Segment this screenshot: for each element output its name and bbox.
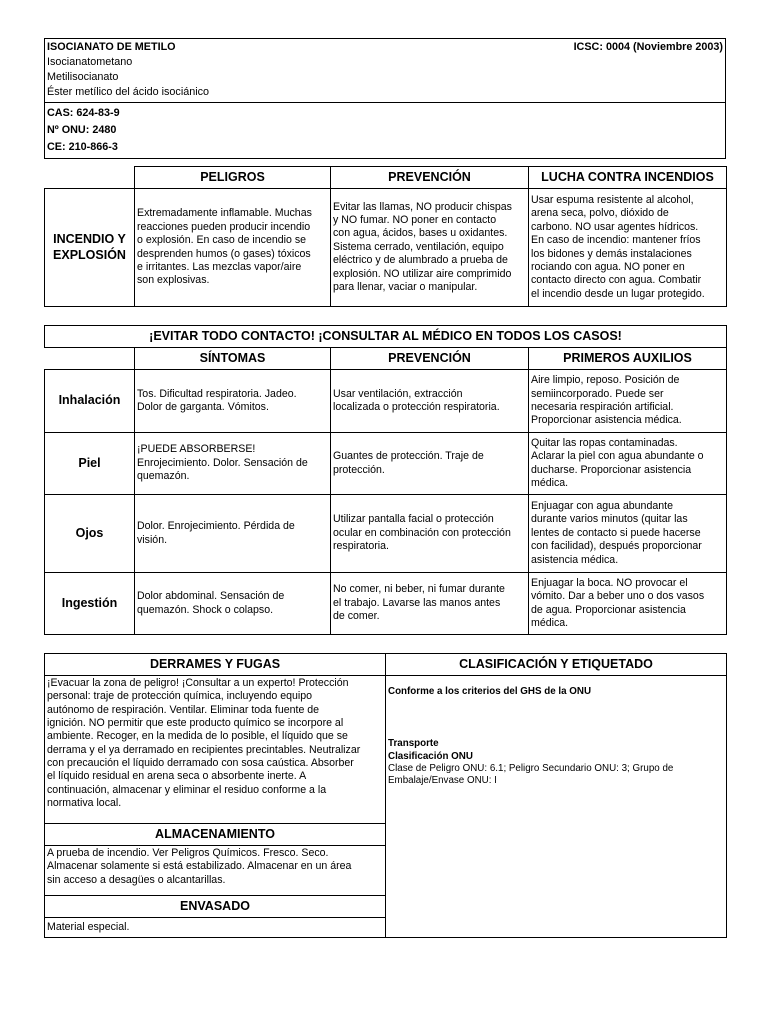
text-line: desprenden humos (o gases) tóxicos xyxy=(137,247,311,260)
text-line: sin acceso a desagües o alcantarillas. xyxy=(47,873,226,886)
text-line: Enjuagar la boca. NO provocar el xyxy=(531,576,688,589)
row-label-line: EXPLOSIÓN xyxy=(53,247,126,262)
text-line: son explosivas. xyxy=(137,274,210,287)
text-line: el líquido residual en arena seca o absorbente inerte. A xyxy=(47,770,307,783)
cas-number: CAS: 624-83-9 xyxy=(47,107,120,119)
firefighting-cell xyxy=(529,189,727,307)
identification-names xyxy=(45,39,725,103)
text-line: de agua. Proporcionar asistencia xyxy=(531,603,686,616)
text-line: Enrojecimiento. Dolor. Sensación de xyxy=(137,456,308,469)
text-line: Quitar las ropas contaminadas. xyxy=(531,436,678,449)
blank-cell xyxy=(45,167,135,189)
synonym: Isocianatometano xyxy=(47,56,133,68)
text-line: ducharse. Proporcionar asistencia xyxy=(531,463,692,476)
prevention-cell xyxy=(331,433,529,495)
text-line: semiincorporado. Puede ser xyxy=(531,387,664,400)
text-line: Extremadamente inflamable. Muchas xyxy=(137,207,312,220)
symptoms-cell xyxy=(135,573,331,635)
spills-classification-table xyxy=(44,653,726,938)
text-line: con precaución el líquido derramado con sosa caústica. Absorber xyxy=(47,757,354,770)
text-line: o explosión. En caso de incendio se xyxy=(137,234,307,247)
text-line: asistencia médica. xyxy=(531,553,619,566)
text-line: Usar ventilación, extracción xyxy=(333,387,463,400)
header-first-aid: PRIMEROS AUXILIOS xyxy=(529,348,727,370)
synonym: Metilisocianato xyxy=(47,71,119,83)
text-line: Aire limpio, reposo. Posición de xyxy=(531,374,680,387)
text-line: normativa local. xyxy=(47,797,122,810)
text-line: quemazón. xyxy=(137,470,190,483)
blank-cell xyxy=(45,348,135,370)
synonym: Éster metílico del ácido isociánico xyxy=(47,86,210,98)
header-classification: CLASIFICACIÓN Y ETIQUETADO xyxy=(386,654,727,676)
header-symptoms: SÍNTOMAS xyxy=(135,348,331,370)
ec-number: CE: 210-866-3 xyxy=(47,141,118,153)
first-aid-cell xyxy=(529,573,727,635)
text-line: ocular en combinación con protección xyxy=(333,526,511,539)
text-line: Enjuagar con agua abundante xyxy=(531,500,673,513)
text-line: médica. xyxy=(531,476,569,489)
route-inhalation: Inhalación xyxy=(45,370,135,433)
text-line: Evitar las llamas, NO producir chispas xyxy=(333,200,512,213)
prevention-cell xyxy=(331,370,529,433)
text-line: respiratoria. xyxy=(333,540,389,553)
text-line: el trabajo. Lavarse las manos antes xyxy=(333,596,501,609)
ghs-statement: Conforme a los criterios del GHS de la ONU xyxy=(388,686,592,697)
route-skin: Piel xyxy=(45,433,135,495)
text-line: eléctrico y de alumbrado a prueba de xyxy=(333,254,508,267)
text-line: Proporcionar asistencia médica. xyxy=(531,414,682,427)
text-line: localizada o protección respiratoria. xyxy=(333,401,500,413)
text-line: reacciones pueden producir incendio xyxy=(137,220,311,233)
text-line: Embalaje/Envase ONU: I xyxy=(388,775,497,787)
text-line: continuación, almacenar y eliminar el residuo conforme a la xyxy=(47,783,327,796)
identification-codes xyxy=(45,103,725,158)
fire-prevention-cell xyxy=(331,189,529,307)
route-eyes: Ojos xyxy=(45,495,135,573)
row-label-line: INCENDIO Y xyxy=(53,231,126,246)
first-aid-cell xyxy=(529,495,727,573)
text-line: A prueba de incendio. Ver Peligros Químicos. Fresco. Seco. xyxy=(47,847,329,859)
text-line: el incendio desde un lugar protegido. xyxy=(531,287,705,300)
text-line: quemazón. Shock o colapso. xyxy=(137,603,274,616)
header-storage: ALMACENAMIENTO xyxy=(45,824,386,846)
text-line: para llenar, vaciar o manipular. xyxy=(333,280,478,293)
un-number: Nº ONU: 2480 xyxy=(47,124,117,136)
fire-hazards-cell xyxy=(135,189,331,307)
text-line: personal: traje de protección química, incluyendo equipo xyxy=(47,690,313,703)
chemical-name: ISOCIANATO DE METILO xyxy=(47,41,176,53)
text-line: Clase de Peligro ONU: 6.1; Peligro Secundario ONU: 3; Grupo de xyxy=(388,763,674,775)
text-line: ¡PUEDE ABSORBERSE! xyxy=(137,443,256,456)
text-line: ambiente. Recoger, en la medida de lo posible, el líquido que se xyxy=(47,730,348,743)
spacer xyxy=(388,698,724,738)
text-line: vómito. Dar a beber uno o dos vasos xyxy=(531,590,705,603)
first-aid-cell xyxy=(529,370,727,433)
exposure-banner: ¡EVITAR TODO CONTACTO! ¡CONSULTAR AL MÉDICO EN TODOS LOS CASOS! xyxy=(45,326,727,348)
fire-table xyxy=(44,166,726,307)
text-line: con agua, ácidos, bases u oxidantes. xyxy=(333,227,508,240)
text-line: con facilidad), después proporcionar xyxy=(531,540,702,553)
text-line: rociando con agua. NO poner en xyxy=(531,260,685,273)
un-classification-heading: Clasificación ONU xyxy=(388,750,473,762)
text-line: En caso de incendio: mantener fríos xyxy=(531,234,701,247)
text-line: de comer. xyxy=(333,610,380,623)
prevention-cell xyxy=(331,495,529,573)
text-line: necesaria respiración artificial. xyxy=(531,401,674,413)
text-line: arena seca, polvo, dióxido de xyxy=(531,207,669,220)
text-line: Dolor. Enrojecimiento. Pérdida de xyxy=(137,520,295,533)
text-line: ignición. NO permitir que este producto químico se incorpore al xyxy=(47,717,344,730)
route-ingestion: Ingestión xyxy=(45,573,135,635)
text-line: Usar espuma resistente al alcohol, xyxy=(531,194,694,207)
text-line: ¡Evacuar la zona de peligro! ¡Consultar a un experto! Protección xyxy=(47,677,349,689)
text-line: médica. xyxy=(531,616,569,629)
text-line: protección. xyxy=(333,463,385,476)
header-prevention: PREVENCIÓN xyxy=(331,348,529,370)
text-line: Dolor abdominal. Sensación de xyxy=(137,590,285,603)
first-aid-cell xyxy=(529,433,727,495)
header-packaging: ENVASADO xyxy=(45,896,386,918)
icsc-number: ICSC: 0004 (Noviembre 2003) xyxy=(573,41,723,53)
identification-block xyxy=(44,38,726,159)
text-line: Tos. Dificultad respiratoria. Jadeo. xyxy=(137,387,297,400)
text-line: autónomo de respiración. Ventilar. Eliminar toda fuente de xyxy=(47,703,320,716)
text-line: Utilizar pantalla facial o protección xyxy=(333,513,494,526)
storage-cell xyxy=(45,846,386,896)
symptoms-cell xyxy=(135,495,331,573)
text-line: derrama y el ya derramado en recipientes precintables. Neutralizar xyxy=(47,743,361,756)
text-line: Almacenar solamente si está estabilizado. Almacenar en un área xyxy=(47,860,352,873)
text-line: Aclarar la piel con agua abundante o xyxy=(531,450,704,463)
header-spills: DERRAMES Y FUGAS xyxy=(45,654,386,676)
text-line: carbono. NO usar agentes hídricos. xyxy=(531,220,699,233)
header-firefighting: LUCHA CONTRA INCENDIOS xyxy=(529,167,727,189)
header-hazards: PELIGROS xyxy=(135,167,331,189)
symptoms-cell xyxy=(135,370,331,433)
text-line: Guantes de protección. Traje de xyxy=(333,450,484,463)
packaging-cell: Material especial. xyxy=(45,918,386,938)
text-line: Dolor de garganta. Vómitos. xyxy=(137,401,269,413)
exposure-table xyxy=(44,325,726,635)
transport-heading: Transporte xyxy=(388,738,439,750)
prevention-cell xyxy=(331,573,529,635)
text-line: e irritantes. Las mezclas vapor/aire xyxy=(137,260,302,273)
header-prevention: PREVENCIÓN xyxy=(331,167,529,189)
text-line: y NO fumar. NO poner en contacto xyxy=(333,214,497,227)
row-label-fire xyxy=(45,189,135,307)
classification-cell xyxy=(386,676,727,938)
text-line: Sistema cerrado, ventilación, equipo xyxy=(333,240,504,253)
symptoms-cell xyxy=(135,433,331,495)
text-line: los bidones y demás instalaciones xyxy=(531,247,692,260)
text-line: contacto directo con agua. Combatir xyxy=(531,274,702,287)
text-line: explosión. NO utilizar aire comprimido xyxy=(333,267,512,280)
text-line: durante varios minutos (quitar las xyxy=(531,513,688,526)
text-line: visión. xyxy=(137,533,168,546)
text-line: No comer, ni beber, ni fumar durante xyxy=(333,583,505,596)
spills-cell xyxy=(45,676,386,824)
text-line: lentes de contacto si puede hacerse xyxy=(531,526,701,539)
